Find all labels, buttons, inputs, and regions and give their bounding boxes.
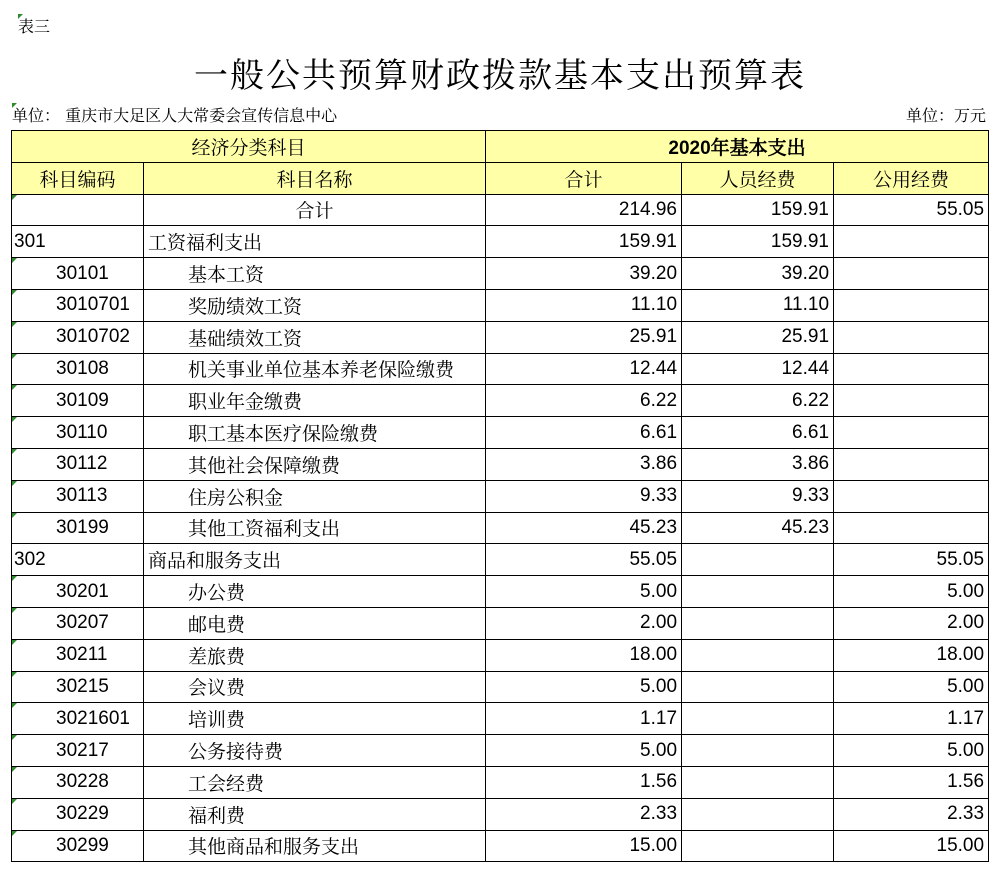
row-name-cell <box>144 417 486 449</box>
row-personnel-cell-text: 25.91 <box>781 326 830 348</box>
row-name-cell <box>144 766 486 798</box>
row-public-cell <box>834 321 989 353</box>
row-name-cell-text: 办公费 <box>188 582 246 605</box>
row-personnel-cell-text: 6.61 <box>792 421 830 443</box>
row-code-cell <box>12 353 144 385</box>
row-public-cell <box>834 544 989 576</box>
column-header-total: 合计 <box>486 162 682 194</box>
unit-label-left <box>12 103 337 126</box>
row-total-cell-text: 6.22 <box>640 389 678 411</box>
cell-marker-icon <box>12 576 17 581</box>
table-row <box>12 766 989 798</box>
row-total-cell-text: 18.00 <box>629 644 678 666</box>
row-code-cell-text: 30101 <box>56 262 109 284</box>
row-public-cell-text: 5.00 <box>947 739 985 761</box>
row-personnel-cell <box>682 798 834 830</box>
table-row <box>12 258 989 290</box>
row-code-cell <box>12 703 144 735</box>
row-total-cell-text: 3.86 <box>640 453 678 475</box>
row-code-cell-text: 30112 <box>56 453 108 475</box>
row-public-cell-text: 1.56 <box>947 771 985 793</box>
row-personnel-cell <box>682 766 834 798</box>
row-name-cell-text: 基本工资 <box>188 264 265 287</box>
row-total-cell <box>486 353 682 385</box>
row-personnel-cell <box>682 544 834 576</box>
row-personnel-cell <box>682 226 834 258</box>
row-public-cell <box>834 607 989 639</box>
row-code-cell-text: 30229 <box>56 803 109 825</box>
row-total-cell-text: 6.61 <box>640 421 678 443</box>
row-personnel-cell-text: 45.23 <box>781 516 830 538</box>
cell-marker-icon <box>18 14 23 19</box>
table-row <box>12 576 989 608</box>
cell-marker-icon <box>12 258 17 263</box>
row-total-cell <box>486 258 682 290</box>
row-code-cell-text: 30201 <box>56 580 109 602</box>
row-code-cell-text: 3010702 <box>56 326 130 348</box>
row-total-cell-text: 5.00 <box>640 580 678 602</box>
group-header-left: 经济分类科目 <box>12 131 486 163</box>
table-row <box>12 544 989 576</box>
row-personnel-cell-text: 11.10 <box>782 294 830 316</box>
row-public-cell-text: 2.00 <box>947 612 985 634</box>
row-total-cell <box>486 417 682 449</box>
row-code-cell-text: 30199 <box>56 516 109 538</box>
row-total-cell <box>486 607 682 639</box>
row-personnel-cell-text: 9.33 <box>792 485 830 507</box>
cell-marker-icon <box>12 703 17 708</box>
table-row <box>12 512 989 544</box>
row-public-cell <box>834 830 989 862</box>
cell-marker-icon <box>12 672 17 677</box>
row-code-cell-text: 30215 <box>56 675 109 697</box>
row-total-cell <box>486 671 682 703</box>
row-total-cell-text: 159.91 <box>618 230 678 252</box>
row-code-cell <box>12 671 144 703</box>
row-personnel-cell-text: 39.20 <box>781 262 830 284</box>
column-header-code: 科目编码 <box>12 162 144 194</box>
column-header-public: 公用经费 <box>834 162 989 194</box>
row-public-cell-text: 5.00 <box>947 675 985 697</box>
row-name-cell-text: 基础绩效工资 <box>188 327 303 350</box>
row-total-cell-text: 45.23 <box>629 516 678 538</box>
table-row <box>12 289 989 321</box>
row-personnel-cell <box>682 671 834 703</box>
row-code-cell <box>12 448 144 480</box>
row-name-cell <box>144 671 486 703</box>
row-total-cell <box>486 703 682 735</box>
row-name-cell-text: 邮电费 <box>188 613 246 636</box>
table-row <box>12 735 989 767</box>
table-row <box>12 607 989 639</box>
row-total-cell-text: 55.05 <box>629 548 678 570</box>
row-public-cell-text: 1.17 <box>947 707 985 729</box>
cell-marker-icon <box>12 417 17 422</box>
column-header-personnel: 人员经费 <box>682 162 834 194</box>
row-personnel-cell-text: 12.44 <box>781 357 830 379</box>
row-name-cell-text: 工会经费 <box>188 772 265 795</box>
row-code-cell <box>12 544 144 576</box>
row-name-cell <box>144 226 486 258</box>
total-public-cell: 55.05 <box>834 194 989 226</box>
cell-marker-icon <box>12 640 17 645</box>
row-name-cell-text: 会议费 <box>188 677 246 700</box>
row-total-cell-text: 9.33 <box>640 485 678 507</box>
budget-table <box>11 130 989 862</box>
table-row <box>12 417 989 449</box>
row-name-cell <box>144 798 486 830</box>
row-code-cell-text: 30228 <box>56 771 109 793</box>
row-personnel-cell-text: 6.22 <box>792 389 830 411</box>
row-total-cell-text: 2.00 <box>640 612 678 634</box>
row-public-cell <box>834 639 989 671</box>
row-name-cell <box>144 830 486 862</box>
row-total-cell-text: 5.00 <box>640 675 678 697</box>
row-total-cell <box>486 766 682 798</box>
group-header-right: 2020年基本支出 <box>486 131 989 163</box>
cell-marker-icon <box>12 103 17 108</box>
row-public-cell <box>834 289 989 321</box>
unit-left-text: 单位： 重庆市大足区人大常委会宣传信息中心 <box>12 106 338 125</box>
table-row <box>12 353 989 385</box>
row-name-cell <box>144 258 486 290</box>
page-title: 一般公共预算财政拨款基本支出预算表 <box>194 56 806 96</box>
row-name-cell-text: 机关事业单位基本养老保险缴费 <box>188 359 455 382</box>
row-total-cell-text: 11.10 <box>630 294 678 316</box>
row-code-cell-text: 30299 <box>56 834 109 856</box>
row-personnel-cell <box>682 639 834 671</box>
row-code-cell <box>12 512 144 544</box>
row-name-cell <box>144 385 486 417</box>
row-code-cell <box>12 830 144 862</box>
row-total-cell <box>486 385 682 417</box>
row-personnel-cell <box>682 353 834 385</box>
row-code-cell <box>12 289 144 321</box>
row-name-cell-text: 奖励绩效工资 <box>188 295 303 318</box>
row-personnel-cell-text: 3.86 <box>792 453 830 475</box>
row-personnel-cell <box>682 576 834 608</box>
row-code-cell-text: 30211 <box>56 644 108 666</box>
cell-marker-icon <box>12 322 17 327</box>
row-code-cell-text: 30113 <box>56 485 108 507</box>
total-code-cell <box>12 194 144 226</box>
row-total-cell-text: 39.20 <box>629 262 678 284</box>
row-name-cell-text: 福利费 <box>188 804 246 827</box>
table-row <box>12 798 989 830</box>
row-code-cell <box>12 417 144 449</box>
row-code-cell <box>12 321 144 353</box>
table-row <box>12 321 989 353</box>
row-code-cell <box>12 766 144 798</box>
total-total-cell: 214.96 <box>486 194 682 226</box>
row-total-cell <box>486 321 682 353</box>
row-name-cell <box>144 480 486 512</box>
cell-marker-icon <box>12 735 17 740</box>
row-name-cell-text: 公务接待费 <box>188 741 284 764</box>
row-name-cell-text: 工资福利支出 <box>148 232 263 255</box>
row-public-cell <box>834 258 989 290</box>
row-total-cell <box>486 830 682 862</box>
row-code-cell-text: 3021601 <box>56 707 130 729</box>
row-code-cell <box>12 576 144 608</box>
table-row <box>12 639 989 671</box>
row-total-cell <box>486 226 682 258</box>
group-header-row <box>12 131 989 163</box>
row-total-cell-text: 12.44 <box>629 357 678 379</box>
row-public-cell-text: 5.00 <box>947 580 985 602</box>
column-header-row <box>12 162 989 194</box>
row-code-cell <box>12 226 144 258</box>
row-total-cell <box>486 480 682 512</box>
table-row <box>12 448 989 480</box>
row-personnel-cell <box>682 448 834 480</box>
row-total-cell-text: 25.91 <box>629 326 678 348</box>
row-total-cell <box>486 544 682 576</box>
row-name-cell <box>144 353 486 385</box>
row-personnel-cell <box>682 289 834 321</box>
unit-label-right: 单位：万元 <box>905 106 986 125</box>
row-name-cell-text: 培训费 <box>188 709 246 732</box>
row-name-cell-text: 职业年金缴费 <box>188 391 303 414</box>
row-public-cell <box>834 480 989 512</box>
row-personnel-cell <box>682 321 834 353</box>
row-total-cell-text: 2.33 <box>640 803 678 825</box>
row-code-cell-text: 301 <box>14 230 46 252</box>
row-personnel-cell <box>682 830 834 862</box>
cell-marker-icon <box>12 608 17 613</box>
table-row <box>12 385 989 417</box>
row-total-cell <box>486 289 682 321</box>
row-public-cell <box>834 576 989 608</box>
row-public-cell <box>834 512 989 544</box>
row-code-cell-text: 3010701 <box>56 294 130 316</box>
row-public-cell <box>834 766 989 798</box>
row-public-cell-text: 55.05 <box>936 548 985 570</box>
cell-marker-icon <box>12 195 17 200</box>
table-row <box>12 226 989 258</box>
row-code-cell <box>12 480 144 512</box>
row-name-cell <box>144 448 486 480</box>
row-personnel-cell <box>682 480 834 512</box>
row-personnel-cell <box>682 258 834 290</box>
row-personnel-cell <box>682 385 834 417</box>
row-public-cell <box>834 798 989 830</box>
row-public-cell <box>834 671 989 703</box>
row-name-cell <box>144 321 486 353</box>
row-code-cell <box>12 258 144 290</box>
row-name-cell-text: 住房公积金 <box>188 486 284 509</box>
row-name-cell <box>144 735 486 767</box>
cell-marker-icon <box>12 481 17 486</box>
row-personnel-cell <box>682 607 834 639</box>
row-name-cell <box>144 544 486 576</box>
total-row <box>12 194 989 226</box>
row-total-cell <box>486 735 682 767</box>
cell-marker-icon <box>12 449 17 454</box>
row-code-cell-text: 30109 <box>56 389 109 411</box>
cell-marker-icon <box>12 354 17 359</box>
row-personnel-cell <box>682 735 834 767</box>
row-public-cell <box>834 703 989 735</box>
row-name-cell <box>144 289 486 321</box>
row-name-cell <box>144 576 486 608</box>
row-total-cell-text: 1.56 <box>640 771 678 793</box>
row-code-cell <box>12 607 144 639</box>
cell-marker-icon <box>12 831 17 836</box>
row-total-cell-text: 1.17 <box>640 707 678 729</box>
row-name-cell-text: 差旅费 <box>188 645 246 668</box>
row-name-cell-text: 商品和服务支出 <box>148 550 282 573</box>
row-personnel-cell <box>682 417 834 449</box>
cell-marker-icon <box>12 799 17 804</box>
row-name-cell-text: 职工基本医疗保险缴费 <box>188 423 379 446</box>
row-name-cell-text: 其他商品和服务支出 <box>188 836 360 859</box>
row-name-cell <box>144 703 486 735</box>
row-total-cell <box>486 512 682 544</box>
row-public-cell <box>834 417 989 449</box>
row-name-cell-text: 其他社会保障缴费 <box>188 454 341 477</box>
row-personnel-cell <box>682 512 834 544</box>
cell-marker-icon <box>12 767 17 772</box>
row-name-cell <box>144 639 486 671</box>
row-public-cell <box>834 448 989 480</box>
row-code-cell <box>12 735 144 767</box>
row-code-cell <box>12 385 144 417</box>
table-row <box>12 703 989 735</box>
row-total-cell <box>486 798 682 830</box>
cell-marker-icon <box>12 290 17 295</box>
row-public-cell-text: 15.00 <box>936 834 985 856</box>
row-code-cell-text: 302 <box>14 548 46 570</box>
total-name-cell: 合计 <box>144 194 486 226</box>
row-personnel-cell-text: 159.91 <box>770 230 830 252</box>
row-total-cell-text: 5.00 <box>640 739 678 761</box>
row-code-cell-text: 30217 <box>56 739 109 761</box>
row-total-cell <box>486 448 682 480</box>
row-name-cell-text: 其他工资福利支出 <box>188 518 341 541</box>
cell-marker-icon <box>12 513 17 518</box>
row-code-cell-text: 30207 <box>56 612 109 634</box>
column-header-name: 科目名称 <box>144 162 486 194</box>
row-total-cell <box>486 639 682 671</box>
total-personnel-cell: 159.91 <box>682 194 834 226</box>
row-public-cell <box>834 353 989 385</box>
row-public-cell-text: 2.33 <box>947 803 985 825</box>
table-row <box>12 830 989 862</box>
table-tag-text: 表三 <box>18 17 51 36</box>
row-total-cell-text: 15.00 <box>629 834 678 856</box>
row-code-cell-text: 30108 <box>56 357 109 379</box>
row-public-cell <box>834 385 989 417</box>
row-public-cell-text: 18.00 <box>936 644 985 666</box>
row-name-cell <box>144 512 486 544</box>
row-personnel-cell <box>682 703 834 735</box>
row-public-cell <box>834 226 989 258</box>
row-code-cell <box>12 798 144 830</box>
row-total-cell <box>486 576 682 608</box>
row-public-cell <box>834 735 989 767</box>
table-row <box>12 671 989 703</box>
table-row <box>12 480 989 512</box>
cell-marker-icon <box>12 385 17 390</box>
row-name-cell <box>144 607 486 639</box>
row-code-cell-text: 30110 <box>56 421 108 443</box>
row-code-cell <box>12 639 144 671</box>
table-tag <box>18 14 50 37</box>
